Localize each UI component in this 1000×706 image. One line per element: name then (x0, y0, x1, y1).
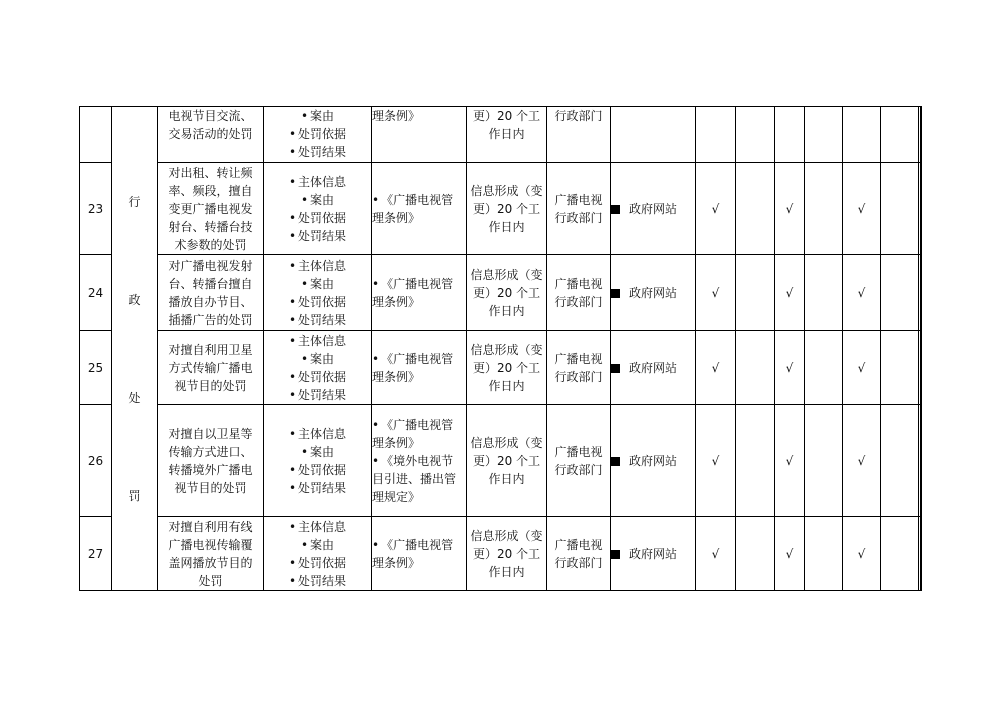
disclosure-channel (611, 331, 696, 405)
penalty-item (158, 255, 264, 331)
cell-line: • 主体信息 (264, 173, 371, 191)
table-row (80, 517, 922, 591)
channel-label: 政府网站 (629, 453, 678, 468)
cell-line: • 《境外电视节 (372, 452, 466, 470)
cell-line: 传输方式进口、 (168, 444, 253, 459)
cell-line: 信息形成（变 (470, 528, 543, 543)
disclosure-subject (547, 517, 611, 591)
check-cell-col-c: √ (775, 517, 805, 591)
cell-line: 理条例》 (372, 435, 421, 450)
channel-label: 政府网站 (629, 201, 678, 216)
cell-line: 对广播电视发射 (168, 258, 253, 273)
cell-line: 电视节目交流、 (168, 109, 253, 123)
check-cell-col-b (736, 163, 775, 255)
cell-line: • 案由 (264, 536, 371, 554)
cell-line: 广播电视 (554, 537, 603, 552)
check-cell-col-f (881, 517, 919, 591)
disclosure-channel (611, 163, 696, 255)
cell-line: 行政部门 (554, 294, 603, 309)
disclosure-subject (547, 405, 611, 517)
time-limit (467, 405, 547, 517)
cell-line: 广播电视传输覆 (168, 537, 253, 552)
cell-line: • 主体信息 (264, 257, 371, 275)
penalty-item (158, 107, 264, 163)
square-bullet-icon (611, 205, 620, 214)
time-limit (467, 255, 547, 331)
check-cell-col-h (920, 517, 922, 591)
disclosure-content (264, 331, 372, 405)
check-cell-col-h (920, 255, 922, 331)
category-char: 政 (128, 292, 141, 307)
cell-line: • 处罚依据 (264, 461, 371, 479)
cell-line: 对擅自以卫星等 (168, 426, 253, 441)
square-bullet-icon (611, 550, 620, 559)
cell-line: 理条例》 (372, 369, 421, 384)
cell-line: 术参数的处罚 (174, 237, 247, 252)
check-cell-col-e: √ (843, 517, 881, 591)
cell-line: 交易活动的处罚 (168, 127, 253, 141)
cell-line: • 处罚依据 (264, 293, 371, 311)
cell-line: 理条例》 (372, 210, 421, 225)
cell-line: 信息形成（变 (470, 342, 543, 357)
disclosure-subject (547, 255, 611, 331)
check-cell-col-h (920, 331, 922, 405)
cell-line: • 处罚结果 (264, 311, 371, 329)
cell-line: • 案由 (264, 191, 371, 209)
check-cell-col-a: √ (696, 163, 736, 255)
check-cell-col-d (805, 163, 843, 255)
check-cell-col-a: √ (696, 255, 736, 331)
cell-line: • 《广播电视管 (372, 275, 466, 293)
check-cell-col-f (881, 255, 919, 331)
legal-basis (372, 331, 467, 405)
disclosure-channel (611, 255, 696, 331)
cell-line: • 处罚依据 (264, 125, 371, 143)
cell-line: 广播电视 (554, 276, 603, 291)
check-cell-col-d (805, 517, 843, 591)
disclosure-subject (547, 163, 611, 255)
cell-line: 变更广播电视发 (168, 201, 253, 216)
check-cell-col-e: √ (843, 405, 881, 517)
channel-label: 政府网站 (629, 360, 678, 375)
cell-line: 更）20 个工 (472, 285, 541, 300)
cell-line: 更）20 个工 (472, 453, 541, 468)
cell-line: • 处罚结果 (264, 479, 371, 497)
cell-line: 方式传输广播电 (168, 360, 253, 375)
cell-line: 理规定》 (372, 489, 421, 504)
row-number (80, 107, 112, 163)
time-limit (467, 331, 547, 405)
legal-basis (372, 255, 467, 331)
cell-line: 作日内 (488, 219, 525, 234)
cell-line: 更）20 个工 (472, 360, 541, 375)
category-char: 罚 (128, 488, 141, 503)
check-cell-col-h (920, 405, 922, 517)
cell-line: • 处罚结果 (264, 386, 371, 404)
cell-line: 对擅自利用卫星 (168, 342, 253, 357)
legal-basis (372, 163, 467, 255)
cell-line: 广播电视 (554, 192, 603, 207)
cell-line: 转播境外广播电 (168, 462, 253, 477)
cell-line: 作日内 (488, 471, 525, 486)
check-cell-col-f (881, 163, 919, 255)
cell-line: 行政部门 (554, 462, 603, 477)
penalty-item (158, 517, 264, 591)
check-cell-col-c (775, 107, 805, 163)
check-cell-col-a (696, 107, 736, 163)
cell-line: 行政部门 (554, 109, 603, 123)
disclosure-subject (547, 331, 611, 405)
check-cell-col-d (805, 331, 843, 405)
penalty-item (158, 405, 264, 517)
cell-line: 广播电视 (554, 351, 603, 366)
category-char: 处 (128, 390, 141, 405)
cell-line: 目引进、播出管 (372, 471, 457, 486)
table-row (80, 405, 922, 517)
penalty-item (158, 331, 264, 405)
cell-line: • 案由 (264, 275, 371, 293)
channel-label: 政府网站 (629, 546, 678, 561)
cell-line: 对出租、转让频 (168, 165, 253, 180)
penalty-item (158, 163, 264, 255)
cell-line: 盖网播放节目的 (168, 555, 253, 570)
table-row (80, 107, 922, 163)
check-cell-col-d (805, 405, 843, 517)
cell-line: 信息形成（变 (470, 267, 543, 282)
check-cell-col-f (881, 331, 919, 405)
check-cell-col-e: √ (843, 163, 881, 255)
check-cell-col-d (805, 255, 843, 331)
square-bullet-icon (611, 457, 620, 466)
check-cell-col-c: √ (775, 331, 805, 405)
row-number: 24 (80, 255, 112, 331)
disclosure-content (264, 517, 372, 591)
table-row (80, 255, 922, 331)
cell-line: 对擅自利用有线 (168, 519, 253, 534)
check-cell-col-b (736, 405, 775, 517)
square-bullet-icon (611, 364, 620, 373)
check-cell-col-e: √ (843, 331, 881, 405)
disclosure-content (264, 163, 372, 255)
check-cell-col-c: √ (775, 255, 805, 331)
disclosure-content (264, 255, 372, 331)
cell-line: 台、转播台擅自 (168, 276, 253, 291)
cell-line: 作日内 (488, 127, 525, 141)
category-cell (112, 107, 158, 591)
check-cell-col-e (843, 107, 881, 163)
cell-line: 处罚 (198, 573, 223, 588)
cell-line: • 案由 (264, 107, 371, 125)
cell-line: 行政部门 (554, 555, 603, 570)
cell-line: 广播电视 (554, 444, 603, 459)
cell-line: • 处罚结果 (264, 227, 371, 245)
check-cell-col-e: √ (843, 255, 881, 331)
penalty-disclosure-table (79, 106, 922, 591)
cell-line: 行政部门 (554, 369, 603, 384)
cell-line: 理条例》 (372, 555, 421, 570)
check-cell-col-f (881, 405, 919, 517)
check-cell-col-b (736, 107, 775, 163)
cell-line: • 案由 (264, 350, 371, 368)
row-number: 27 (80, 517, 112, 591)
cell-line: 理条例》 (372, 294, 421, 309)
cell-line: 理条例》 (372, 109, 421, 123)
cell-line: • 《广播电视管 (372, 350, 466, 368)
cell-line: • 处罚结果 (264, 572, 371, 590)
cell-line: 播放自办节目、 (168, 294, 253, 309)
cell-line: 率、频段，擅自 (168, 183, 253, 198)
cell-line: 更）20 个工 (472, 201, 541, 216)
disclosure-subject (547, 107, 611, 163)
cell-line: • 主体信息 (264, 425, 371, 443)
cell-line: 作日内 (488, 378, 525, 393)
cell-line: 作日内 (488, 303, 525, 318)
legal-basis (372, 405, 467, 517)
check-cell-col-c: √ (775, 405, 805, 517)
legal-basis (372, 517, 467, 591)
cell-line: • 处罚依据 (264, 554, 371, 572)
cell-line: 视节目的处罚 (174, 480, 247, 495)
cell-line: • 《广播电视管 (372, 191, 466, 209)
check-cell-col-a: √ (696, 331, 736, 405)
cell-line: • 主体信息 (264, 518, 371, 536)
row-number: 26 (80, 405, 112, 517)
cell-line: 信息形成（变 (470, 435, 543, 450)
row-number: 23 (80, 163, 112, 255)
cell-line: • 案由 (264, 443, 371, 461)
check-cell-col-b (736, 331, 775, 405)
table-row (80, 163, 922, 255)
cell-line: 更）20 个工 (472, 109, 541, 123)
legal-basis (372, 107, 467, 163)
cell-line: 信息形成（变 (470, 183, 543, 198)
check-cell-col-h (920, 107, 922, 163)
check-cell-col-a: √ (696, 517, 736, 591)
disclosure-channel (611, 405, 696, 517)
cell-line: 射台、转播台技 (168, 219, 253, 234)
check-cell-col-c: √ (775, 163, 805, 255)
disclosure-content (264, 107, 372, 163)
cell-line: 插播广告的处罚 (168, 312, 253, 327)
check-cell-col-f (881, 107, 919, 163)
cell-line: • 《广播电视管 (372, 536, 466, 554)
cell-line: • 处罚依据 (264, 209, 371, 227)
cell-line: • 《广播电视管 (372, 416, 466, 434)
time-limit (467, 163, 547, 255)
disclosure-channel (611, 107, 696, 163)
cell-line: 更）20 个工 (472, 546, 541, 561)
cell-line: • 主体信息 (264, 332, 371, 350)
cell-line: 行政部门 (554, 210, 603, 225)
check-cell-col-a: √ (696, 405, 736, 517)
square-bullet-icon (611, 289, 620, 298)
cell-line: 视节目的处罚 (174, 378, 247, 393)
check-cell-col-b (736, 255, 775, 331)
cell-line: • 处罚结果 (264, 143, 371, 161)
category-char: 行 (128, 194, 141, 209)
disclosure-channel (611, 517, 696, 591)
time-limit (467, 107, 547, 163)
cell-line: • 处罚依据 (264, 368, 371, 386)
disclosure-content (264, 405, 372, 517)
time-limit (467, 517, 547, 591)
channel-label: 政府网站 (629, 285, 678, 300)
check-cell-col-h (920, 163, 922, 255)
table-row (80, 331, 922, 405)
check-cell-col-d (805, 107, 843, 163)
cell-line: 作日内 (488, 564, 525, 579)
check-cell-col-b (736, 517, 775, 591)
row-number: 25 (80, 331, 112, 405)
